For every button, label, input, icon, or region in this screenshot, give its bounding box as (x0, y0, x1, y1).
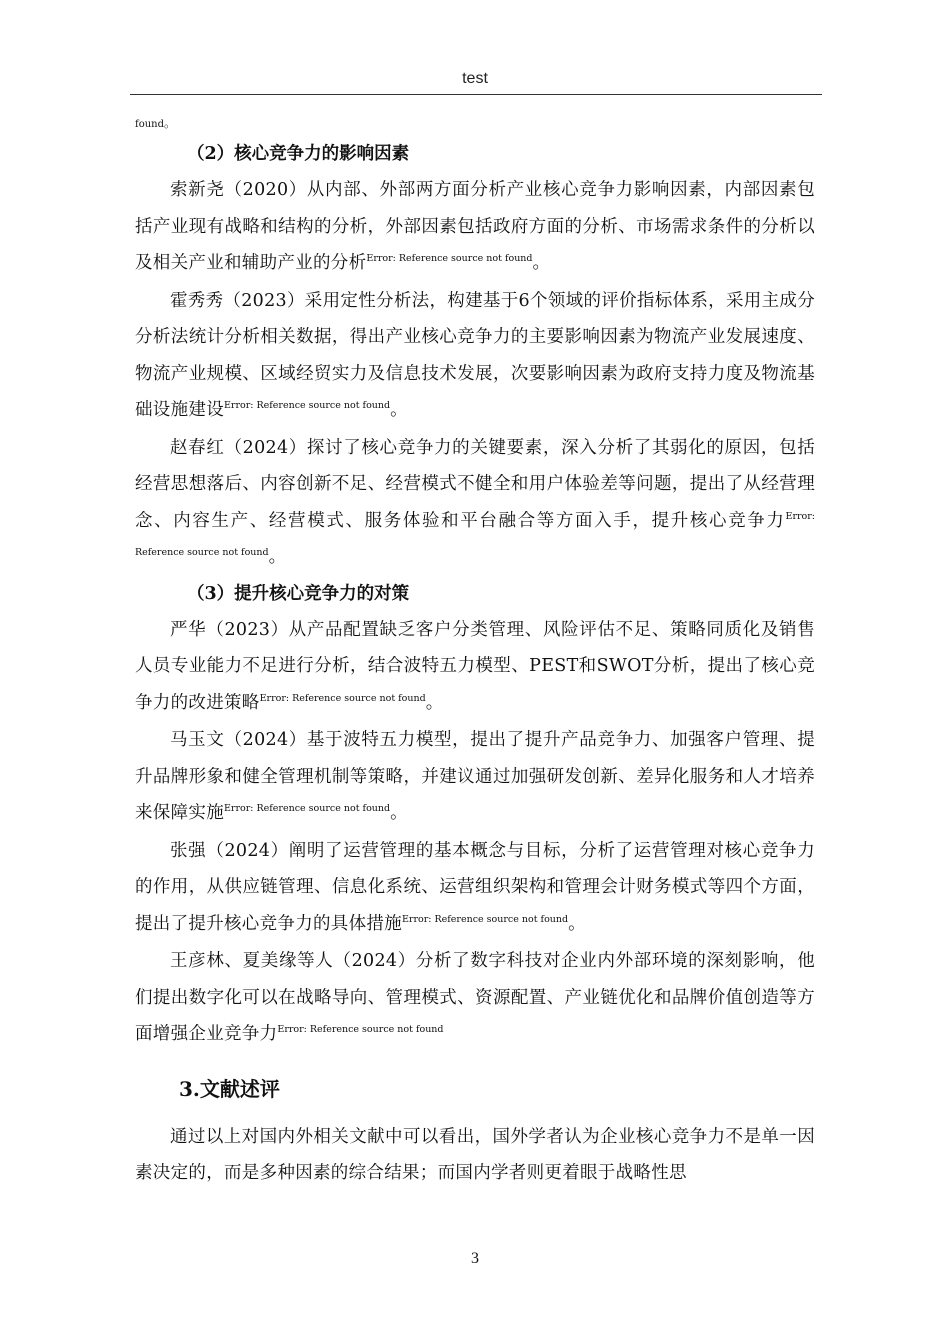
paragraph-review: 通过以上对国内外相关文献中可以看出，国外学者认为企业核心竞争力不是单一因素决定的，而是多种因素的综合结果；而国内学者则更着眼于战略性思 (135, 1126, 815, 1183)
paragraph-suo-xinyao (135, 172, 815, 282)
reference-error: Error: Reference source not found (402, 913, 569, 925)
paragraph-end: 。 (390, 803, 408, 823)
reference-error: Error: Reference source not found (259, 692, 426, 704)
paragraph-zhao-chunhong (135, 430, 815, 576)
page-number: 3 (471, 1250, 479, 1267)
reference-error: Error: Reference source not found (366, 253, 533, 264)
reference-error: Error: Reference source not found (277, 1024, 444, 1035)
paragraph-text: 马玉文（2024）基于波特五力模型，提出了提升产品竞争力、加强客户管理、提升品牌形象和健全管理机制等策略，并建议通过加强研发创新、差异化服务和人才培养来保障实施 (135, 730, 815, 823)
paragraph-text: 王彦林、夏美缘等人（2024）分析了数字科技对企业内外部环境的深刻影响，他们提出数字化可以在战略导向、管理模式、资源配置、产业链优化和品牌价值创造等方面增强企业竞争力 (135, 951, 815, 1044)
paragraph-ma-yuwen (135, 722, 815, 832)
reference-error: Error: Reference source not found (224, 400, 391, 411)
paragraph-zhang-qiang (135, 833, 815, 943)
paragraph-text: 张强（2024）阐明了运营管理的基本概念与目标，分析了运营管理对核心竞争力的作用，从供应链管理、信息化系统、运营组织架构和管理会计财务模式等四个方面，提出了提升核心竞争力的具体措施 (135, 840, 815, 934)
paragraph-text: 严华（2023）从产品配置缺乏客户分类管理、风险评估不足、策略同质化及销售人员专业能力不足进行分析，结合波特五力模型、PEST和SWOT分析，提出了核心竞争力的改进策略 (135, 619, 815, 713)
reference-error: Error: Reference source not found (224, 803, 391, 814)
reference-error: Error: Reference source not found (135, 510, 815, 558)
section-heading-literature-review: 3.文献述评 (179, 1076, 280, 1101)
paragraph-end: 。 (568, 913, 586, 934)
paragraph-end: 。 (268, 547, 287, 567)
subheading-influence-factors: （2）核心竞争力的影响因素 (187, 144, 410, 164)
reference-tail-line (135, 110, 815, 136)
document-body (135, 110, 815, 1192)
paragraph-text: 赵春红（2024）探讨了核心竞争力的关键要素，深入分析了其弱化的原因，包括经营思想落后、内容创新不足、经营模式不健全和用户体验差等问题，提出了从经营理念、内容生产、经营模式、服务体验和平台融合等方面入手，提升核心竞争力 (135, 437, 815, 531)
subheading-countermeasures: （3）提升核心竞争力的对策 (187, 583, 410, 604)
reference-tail-word: found (135, 119, 165, 130)
page-header-title: test (462, 70, 488, 87)
paragraph-wang-yanlin (135, 943, 815, 1053)
paragraph-end: 。 (532, 253, 551, 273)
paragraph-text: 索新尧（2020）从内部、外部两方面分析产业核心竞争力影响因素，内部因素包括产业现有战略和结构的分析，外部因素包括政府方面的分析、市场需求条件的分析以及相关产业和辅助产业的分析 (135, 180, 815, 273)
paragraph-text: 霍秀秀（2023）采用定性分析法，构建基于6个领域的评价指标体系，采用主成分分析法统计分析相关数据，得出产业核心竞争力的主要影响因素为物流产业发展速度、物流产业规模、区域经贸实力及信息技术发展，次要影响因素为政府支持力度及物流基础设施建设 (135, 290, 815, 420)
paragraph-yan-hua (135, 612, 815, 722)
reference-tail-punct: 。 (164, 116, 177, 130)
header-divider (130, 94, 822, 95)
paragraph-huo-xiuxiu (135, 283, 815, 429)
paragraph-end: 。 (390, 400, 408, 420)
paragraph-end: 。 (425, 692, 444, 713)
